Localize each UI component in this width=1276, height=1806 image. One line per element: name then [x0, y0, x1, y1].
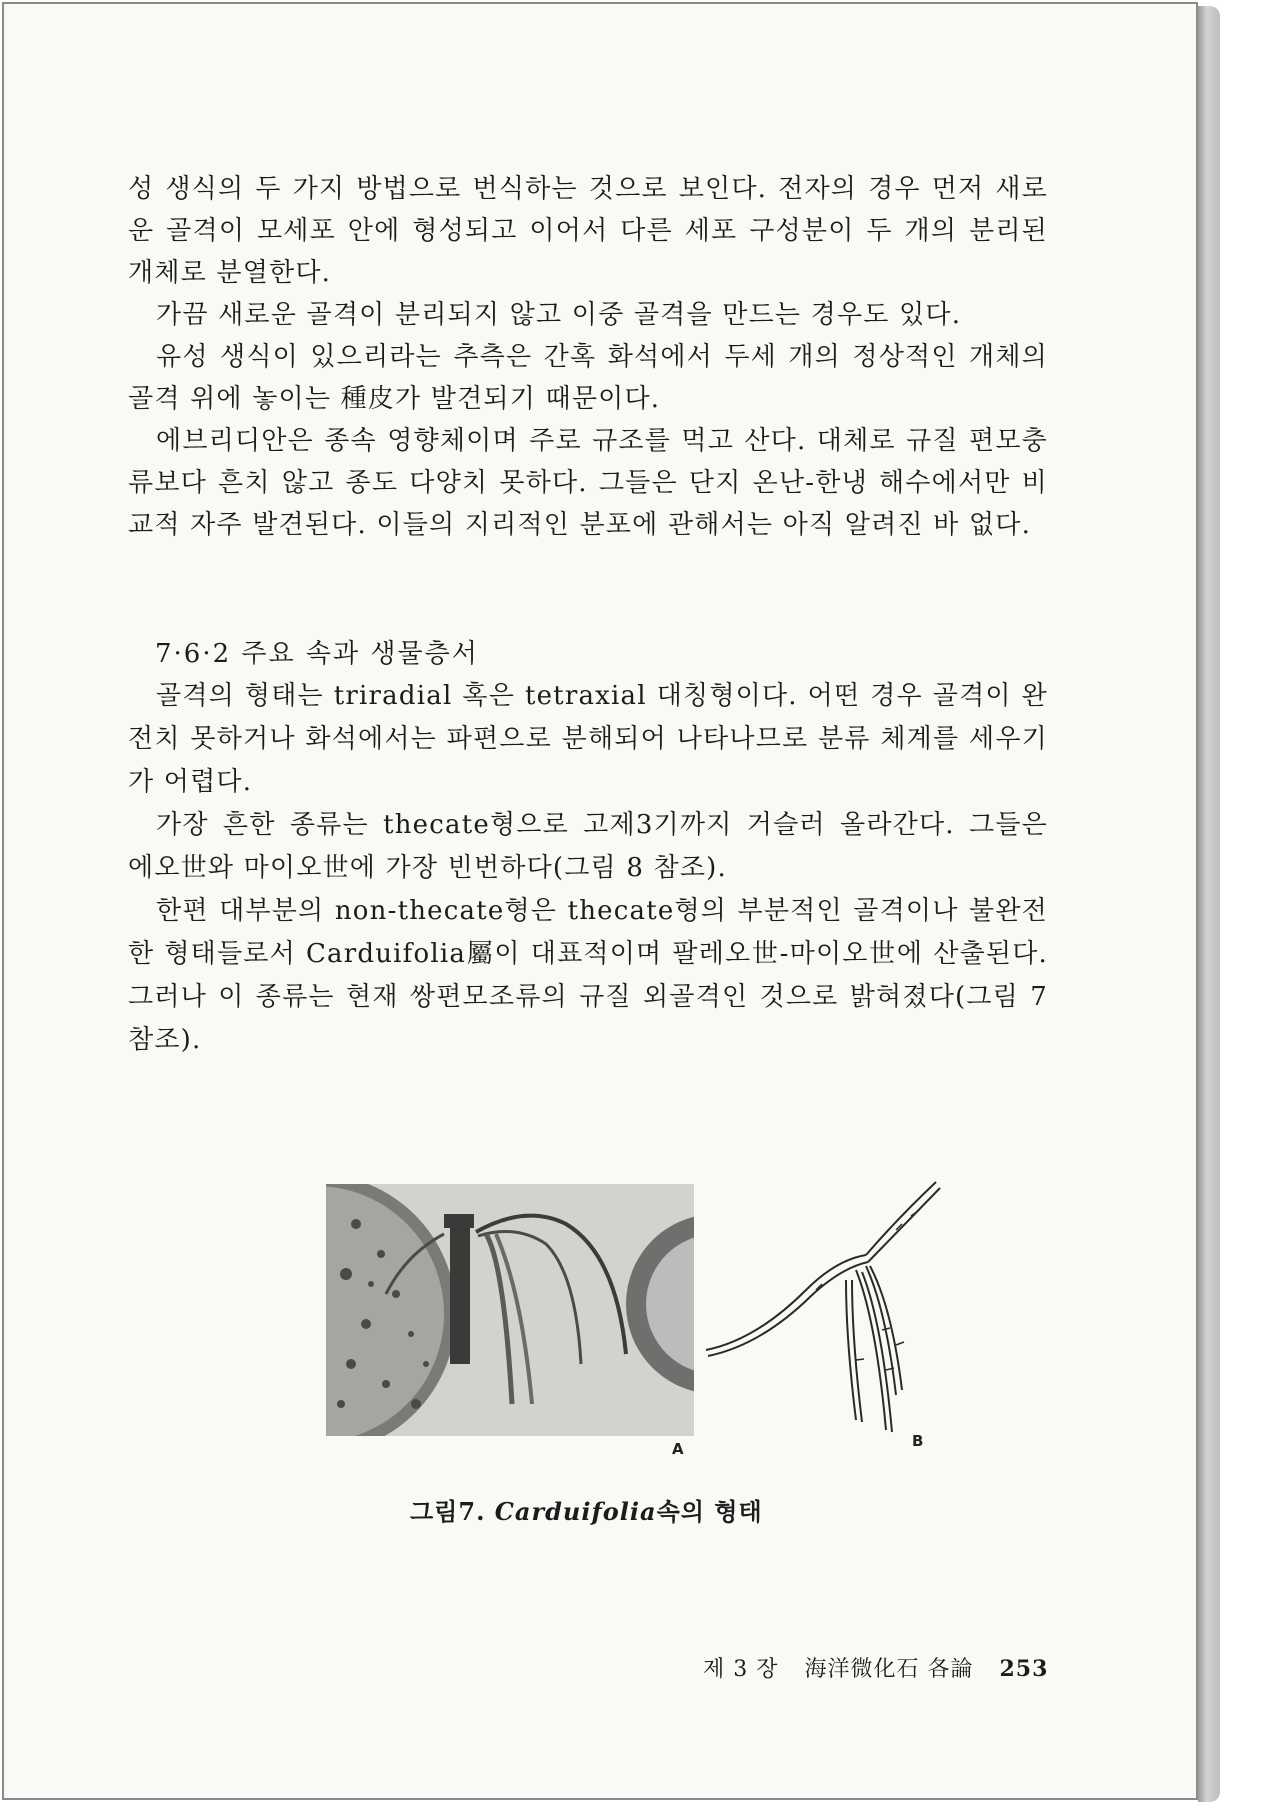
paragraph: 에브리디안은 종속 영향체이며 주로 규조를 먹고 산다. 대체로 규질 편모충류보다 흔치 않고 종도 다양치 못하다. 그들은 단지 온난-한냉 해수에서만 비교적 자주 발견된다. 이들의 지리적인 분포에 관해서는 아직 알려진 바 없다.: [128, 426, 1048, 540]
micrograph-image: [326, 1184, 694, 1436]
chapter-label: 제 3 장: [703, 1657, 779, 1682]
page-edge: [1198, 6, 1220, 1802]
page-number: 253: [999, 1656, 1049, 1682]
body-text-bottom: [128, 675, 1048, 1062]
figure-label-b: B: [912, 1432, 924, 1450]
page-footer: [703, 1652, 1048, 1683]
body-text-top: [128, 168, 1048, 546]
micrograph-photo: [326, 1184, 694, 1436]
caption-prefix: 그림7.: [410, 1497, 486, 1526]
section-heading: 7·6·2 주요 속과 생물층서: [155, 639, 479, 669]
paragraph: 가장 흔한 종류는 thecate형으로 고제3기까지 거슬러 올라간다. 그들은 에오世와 마이오世에 가장 빈번하다(그림 8 참조).: [128, 810, 1048, 883]
paragraph: 한편 대부분의 non-thecate형은 thecate형의 부분적인 골격이나 불완전한 형태들로서 Carduifolia屬이 대표적이며 팔레오世-마이오世에 산출된다. 그러나 이 종류는 현재 쌍편모조류의 규질 외골격인 것으로 밝혀졌다(그림 7 참조).: [128, 896, 1048, 1055]
figure-7: [320, 1180, 980, 1480]
paragraph: 성 생식의 두 가지 방법으로 번식하는 것으로 보인다. 전자의 경우 먼저 새로운 골격이 모세포 안에 형성되고 이어서 다른 세포 구성분이 두 개의 분리된 개체로 분열한다.: [128, 174, 1048, 288]
paragraph: 유성 생식이 있으리라는 추측은 간혹 화석에서 두세 개의 정상적인 개체의 골격 위에 놓이는 種皮가 발견되기 때문이다.: [128, 342, 1048, 414]
figure-label-a: A: [672, 1440, 684, 1458]
caption-suffix: 속의 형태: [656, 1497, 763, 1526]
paragraph: 가끔 새로운 골격이 분리되지 않고 이중 골격을 만드는 경우도 있다.: [156, 300, 962, 330]
paragraph: 골격의 형태는 triradial 혹은 tetraxial 대칭형이다. 어떤 경우 골격이 완전치 못하거나 화석에서는 파편으로 분해되어 나타나므로 분류 체계를 세우기가 어렵다.: [128, 681, 1048, 797]
caption-genus: Carduifolia: [494, 1497, 657, 1526]
skeleton-drawing: [696, 1180, 986, 1450]
chapter-title: 海洋微化石 各論: [804, 1657, 974, 1682]
figure-caption: [410, 1492, 763, 1527]
